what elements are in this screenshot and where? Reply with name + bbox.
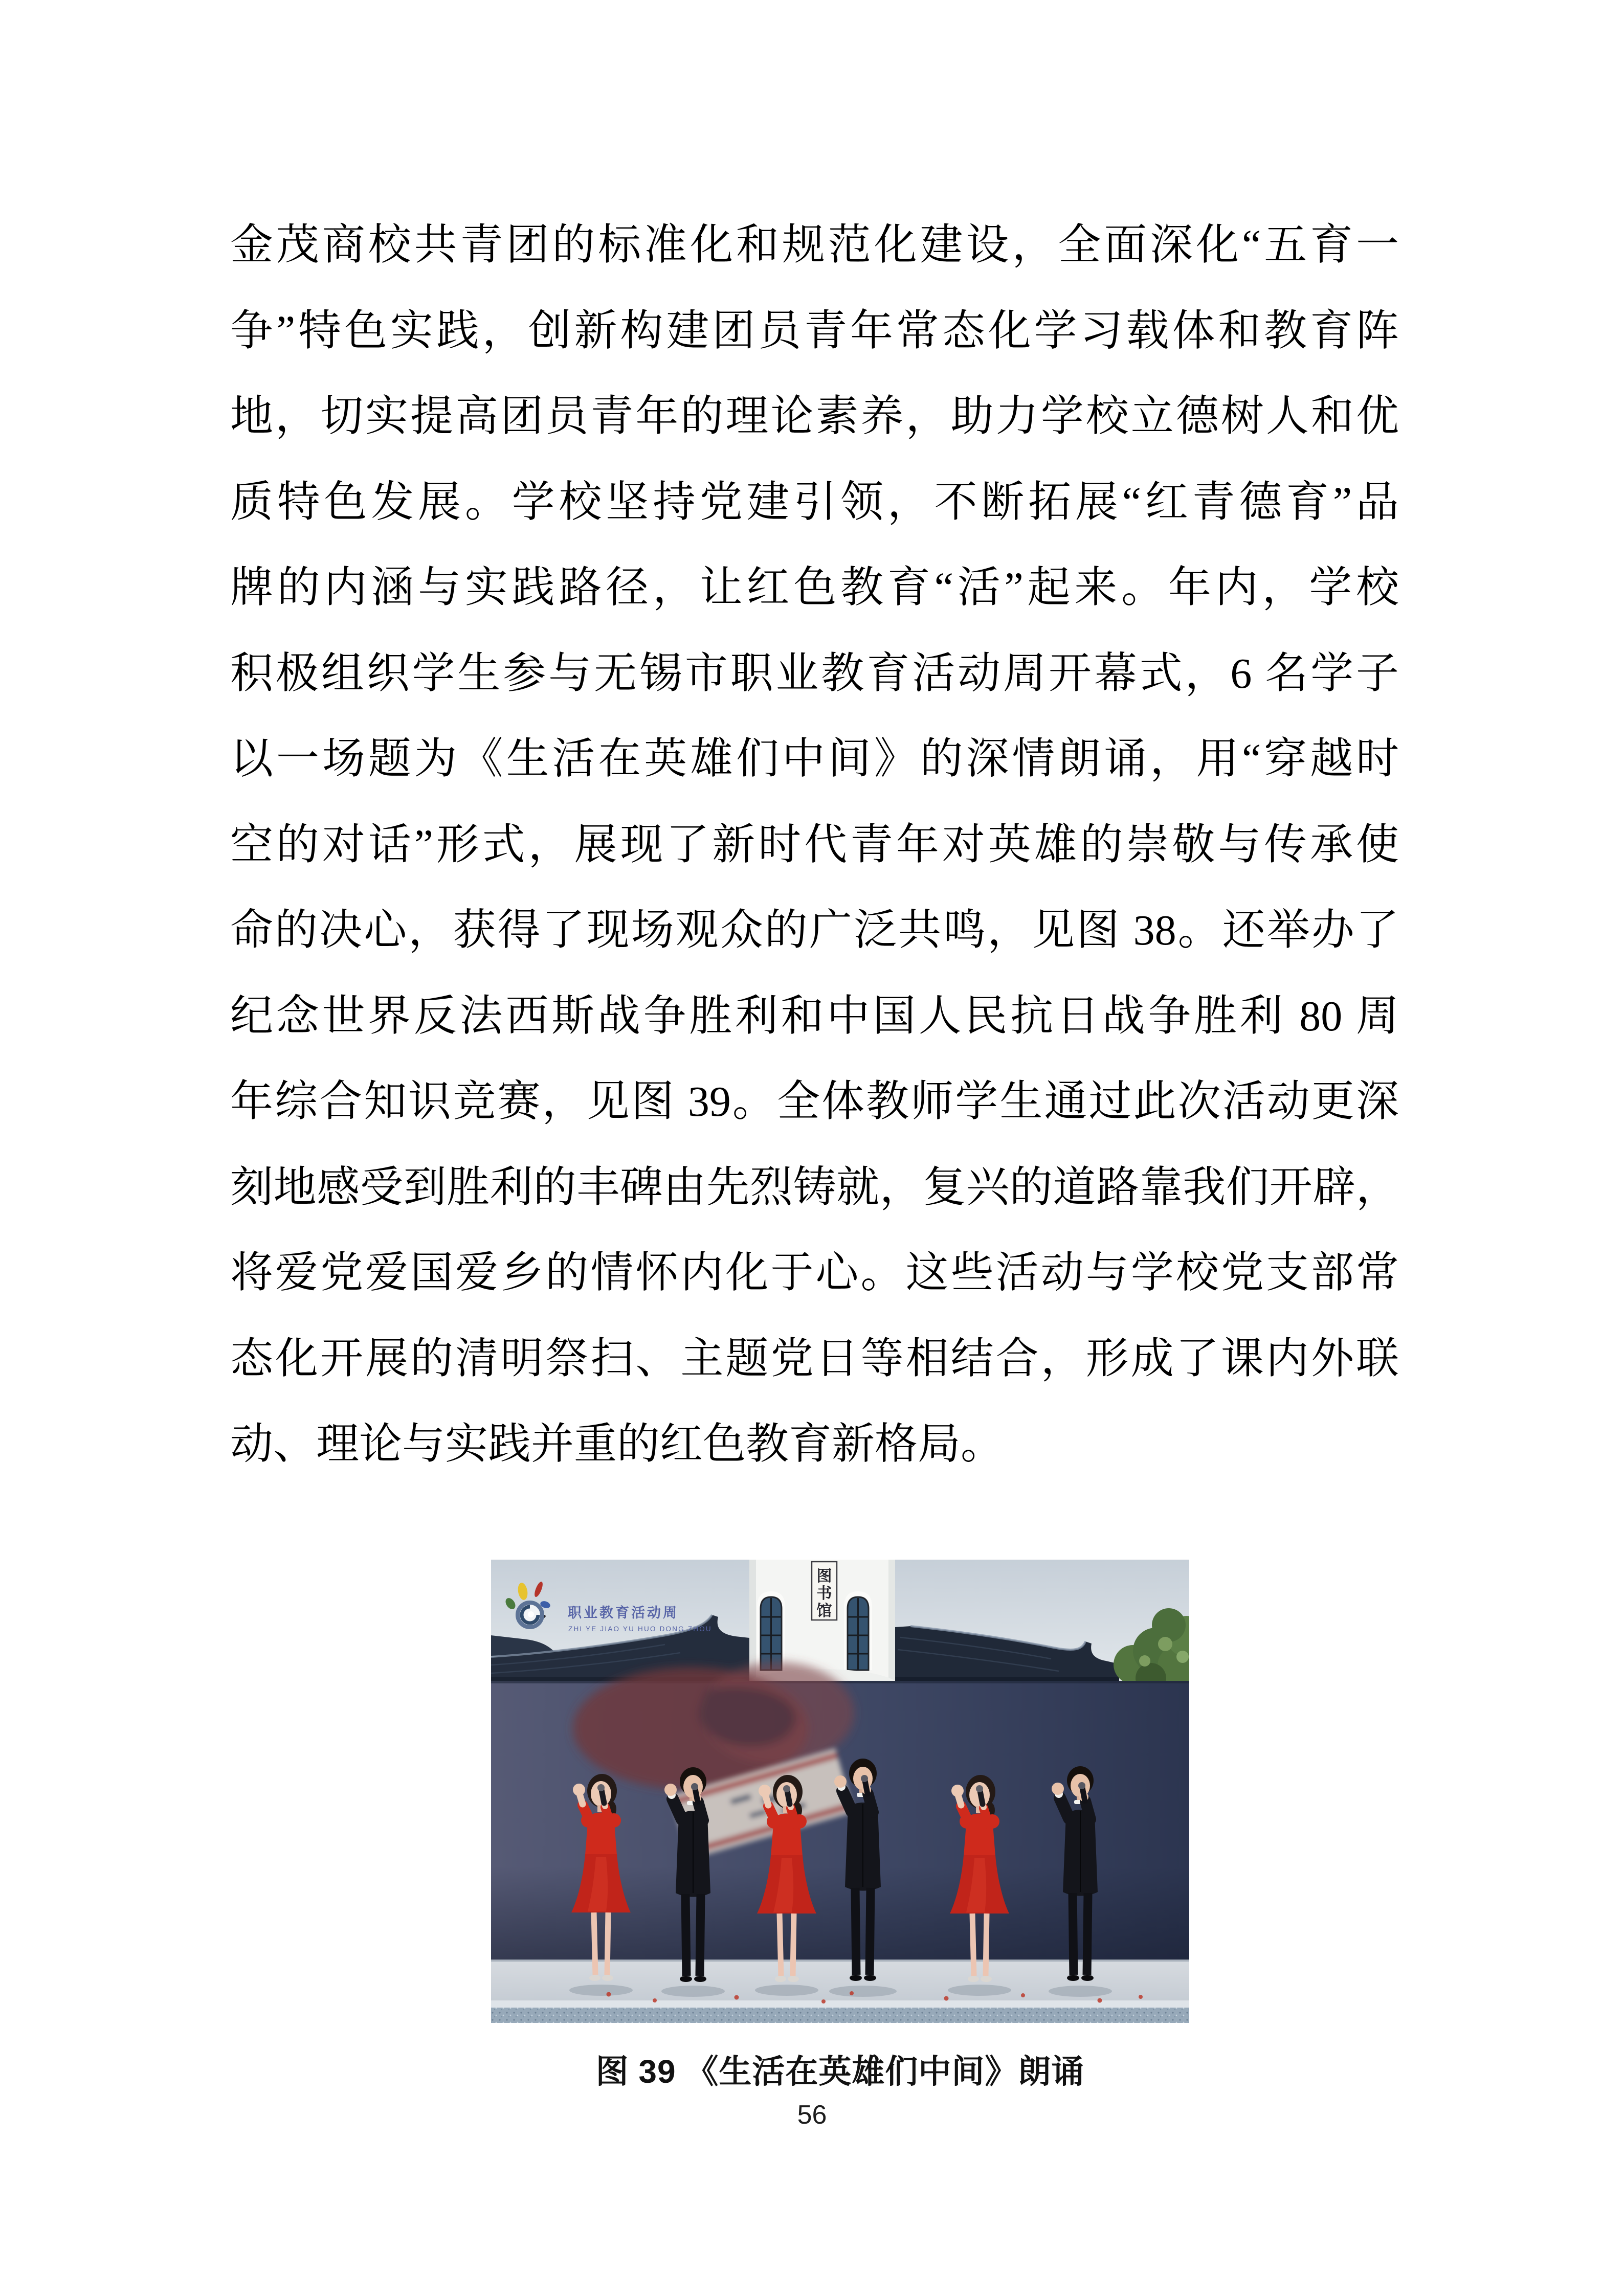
page-number: 56 [797, 2100, 827, 2130]
paragraph-line: 态化开展的清明祭扫、主题党日等相结合，形成了课内外联 [230, 1335, 1399, 1383]
tower-window-left [757, 1591, 785, 1670]
stage-photo-illustration [491, 1560, 1189, 2023]
paragraph-line: 纪念世界反法西斯战争胜利和中国人民抗日战争胜利 80 周 [230, 992, 1399, 1040]
tower-window-right [844, 1591, 872, 1670]
figure-photo [491, 1560, 1189, 2023]
paragraph-line: 金茂商校共青团的标准化和规范化建设，全面深化“五育一 [230, 221, 1399, 269]
logo-title: 职业教育活动周 [568, 1605, 679, 1620]
paragraph-line: 地，切实提高团员青年的理论素养，助力学校立德树人和优 [230, 393, 1399, 440]
library-sign-char: 馆 [816, 1603, 832, 1619]
figure-caption: 图 39 《生活在英雄们中间》朗诵 [595, 2053, 1085, 2090]
paragraph-line: 将爱党爱国爱乡的情怀内化于心。这些活动与学校党支部常 [230, 1249, 1399, 1297]
paragraph-line: 命的决心，获得了现场观众的广泛共鸣，见图 38。还举办了 [230, 907, 1399, 954]
paragraph-line: 空的对话”形式，展现了新时代青年对英雄的崇敬与传承使 [230, 821, 1399, 869]
paragraph-line: 牌的内涵与实践路径，让红色教育“活”起来。年内，学校 [230, 564, 1399, 612]
logo-subtitle: ZHI YE JIAO YU HUO DONG ZHOU [568, 1625, 712, 1633]
library-sign [812, 1562, 837, 1620]
library-sign-char: 书 [816, 1585, 832, 1602]
paragraph-line: 积极组织学生参与无锡市职业教育活动周开幕式，6 名学子 [230, 649, 1399, 697]
paragraph-line: 刻地感受到胜利的丰碑由先烈铸就，复兴的道路靠我们开辟， [230, 1163, 1399, 1211]
body-paragraph [230, 202, 1399, 1488]
paragraph-line: 争”特色实践，创新构建团员青年常态化学习载体和教育阵 [230, 307, 1399, 355]
library-sign-char: 图 [816, 1568, 832, 1585]
paragraph-line: 质特色发展。学校坚持党建引领，不断拓展“红青德育”品 [230, 478, 1399, 526]
paragraph-line: 以一场题为《生活在英雄们中间》的深情朗诵，用“穿越时 [230, 735, 1399, 783]
stage-front-edge [491, 2008, 1189, 2023]
paragraph-line: 动、理论与实践并重的红色教育新格局。 [230, 1421, 1004, 1468]
paragraph-line: 年综合知识竞赛，见图 39。全体教师学生通过此次活动更深 [230, 1078, 1399, 1126]
